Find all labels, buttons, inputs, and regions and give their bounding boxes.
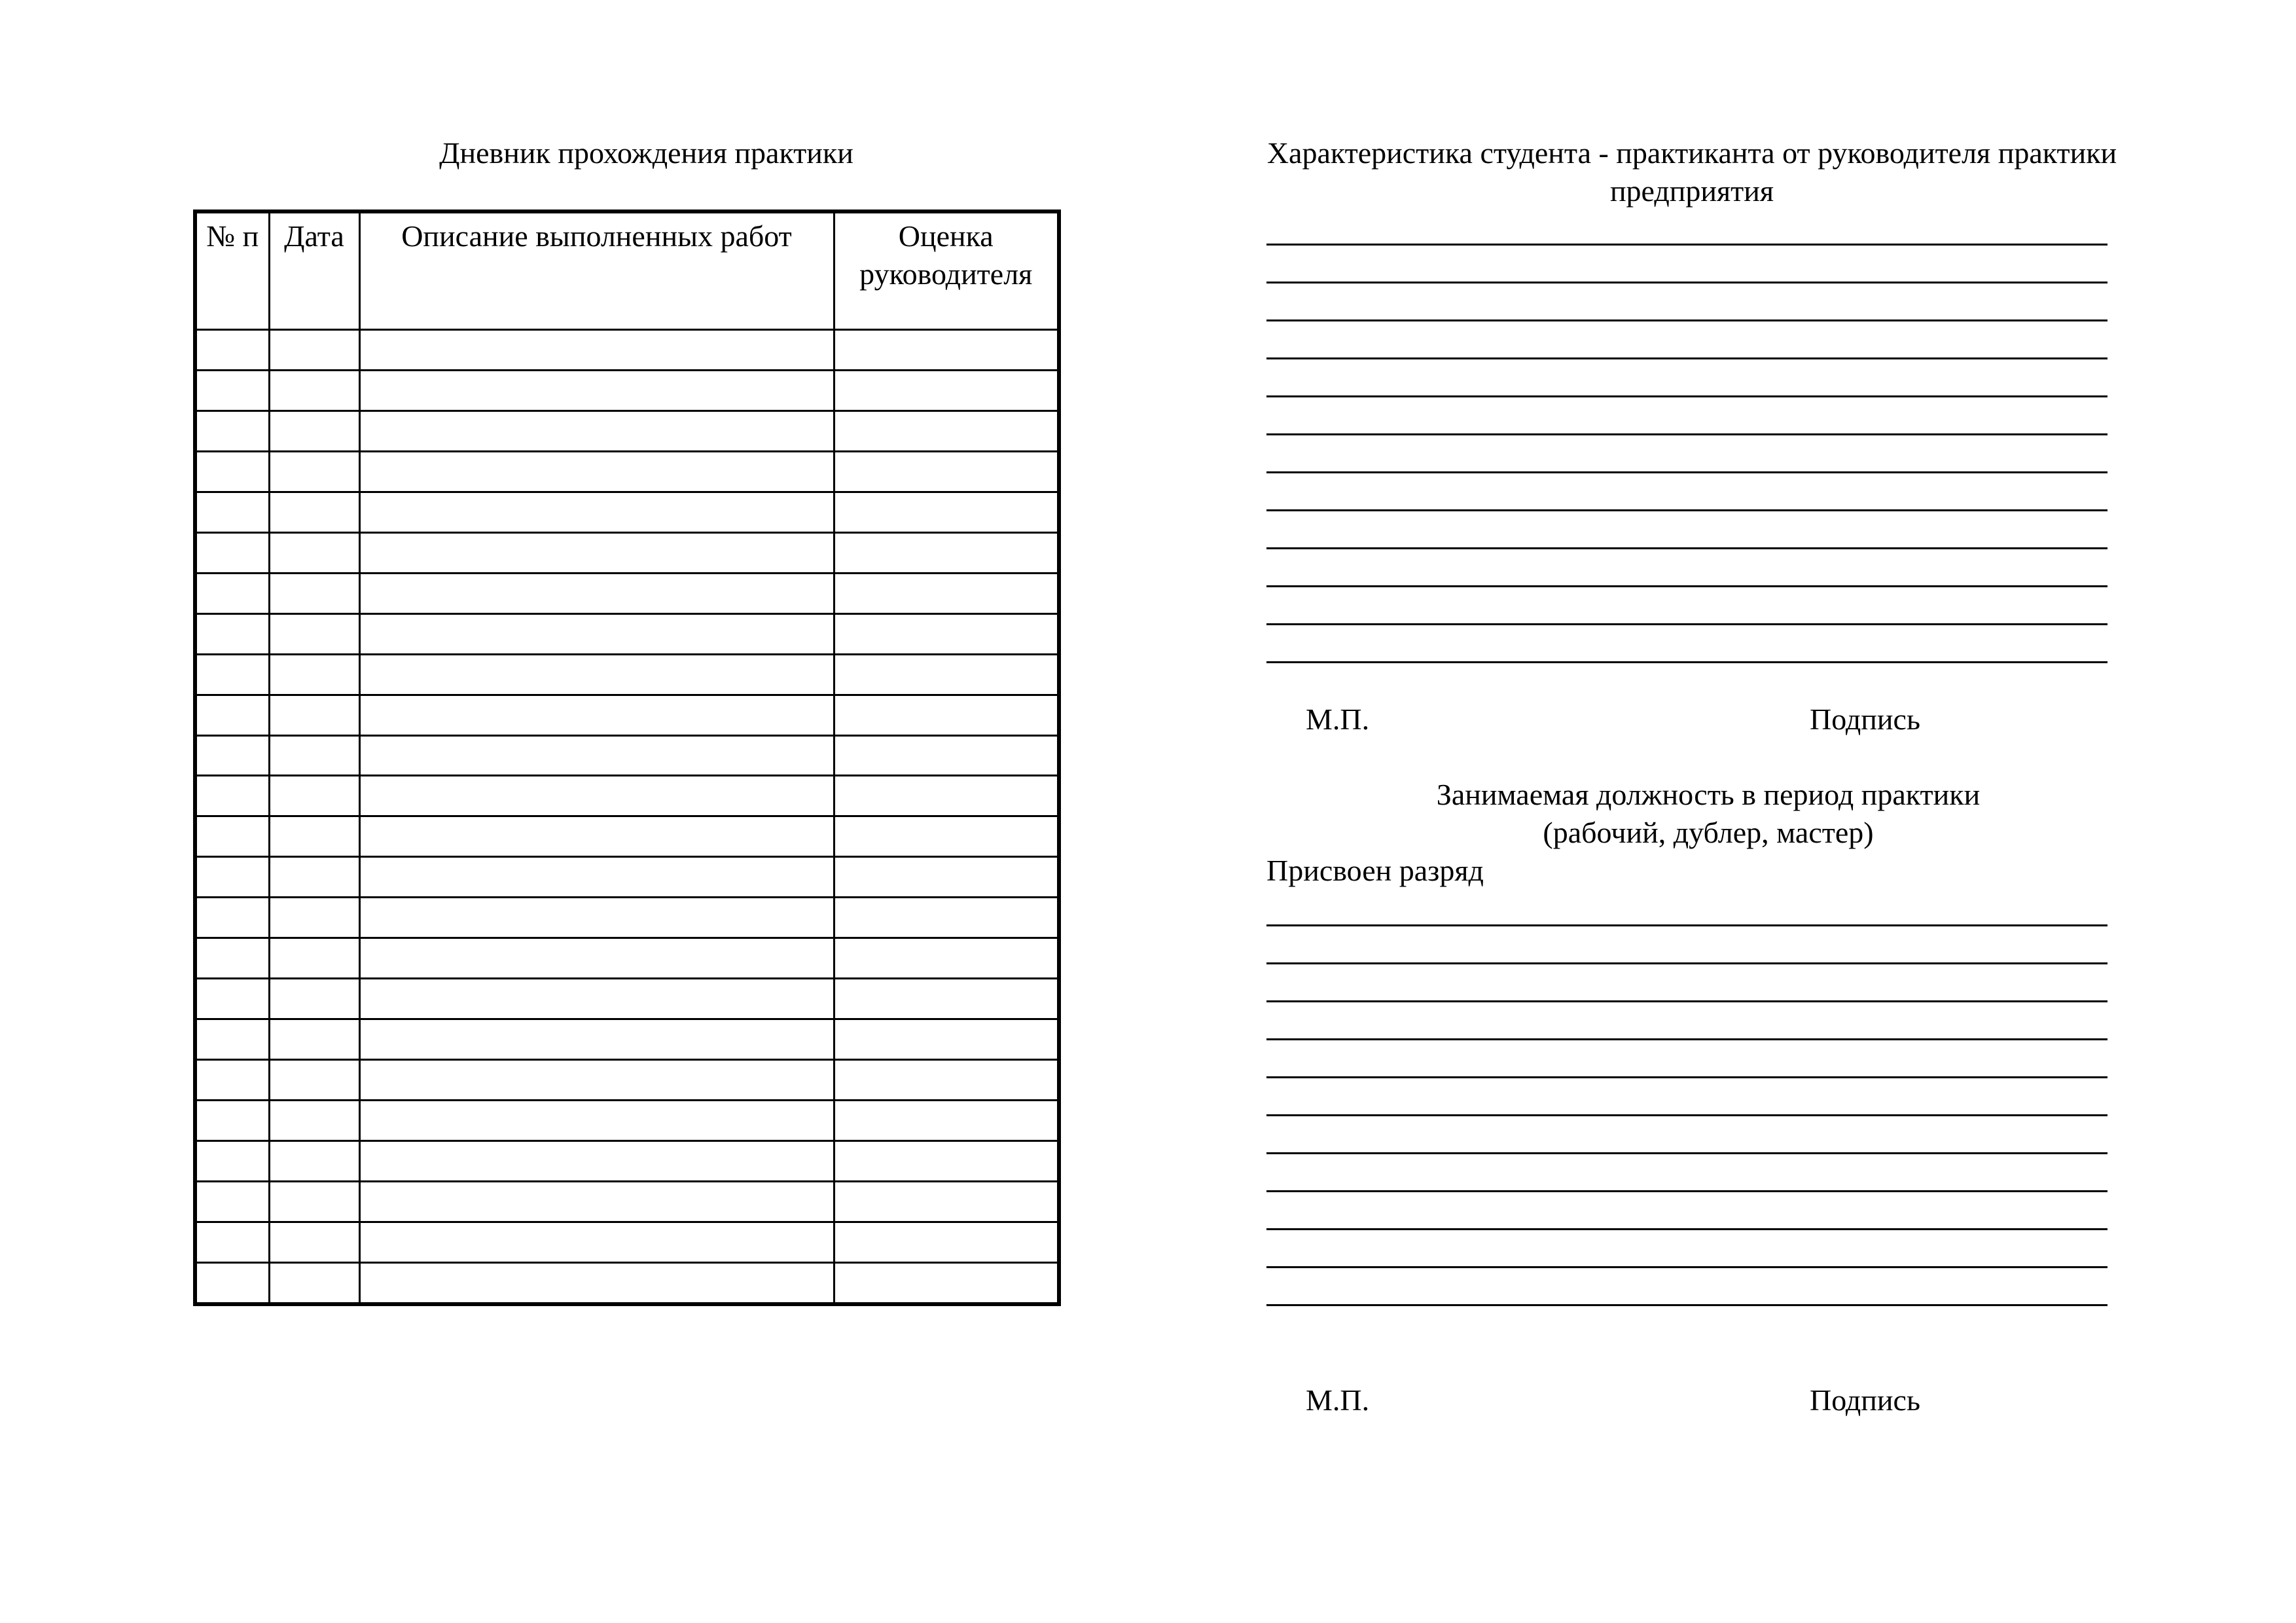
- cell-grade: [834, 1262, 1059, 1304]
- cell-number: [195, 979, 269, 1019]
- signature-label-1: Подпись: [1810, 702, 1920, 736]
- cell-description: [359, 410, 834, 451]
- stamp-label-1: М.П.: [1306, 702, 1370, 736]
- writing-line: [1266, 511, 2108, 549]
- cell-description: [359, 613, 834, 654]
- cell-number: [195, 735, 269, 776]
- cell-date: [269, 532, 359, 573]
- table-row: [195, 654, 1059, 695]
- cell-description: [359, 573, 834, 613]
- cell-date: [269, 1141, 359, 1182]
- cell-date: [269, 1060, 359, 1101]
- cell-number: [195, 695, 269, 735]
- cell-grade: [834, 1060, 1059, 1101]
- cell-description: [359, 1141, 834, 1182]
- cell-number: [195, 613, 269, 654]
- cell-date: [269, 573, 359, 613]
- cell-date: [269, 1101, 359, 1141]
- cell-grade: [834, 573, 1059, 613]
- cell-grade: [834, 410, 1059, 451]
- table-row: [195, 938, 1059, 979]
- cell-description: [359, 938, 834, 979]
- characteristic-title: Характеристика студента - практиканта от руководителя практики предприятия: [1266, 136, 2117, 208]
- diary-header-row: [195, 211, 1059, 330]
- table-row: [195, 410, 1059, 451]
- writing-line: [1266, 1078, 2108, 1116]
- cell-grade: [834, 857, 1059, 898]
- cell-grade: [834, 735, 1059, 776]
- writing-line: [1266, 1154, 2108, 1192]
- table-row: [195, 1019, 1059, 1060]
- cell-description: [359, 1101, 834, 1141]
- diary-table: [193, 210, 1061, 1306]
- cell-description: [359, 532, 834, 573]
- cell-grade: [834, 1222, 1059, 1262]
- table-row: [195, 451, 1059, 492]
- writing-line: [1266, 435, 2108, 473]
- cell-number: [195, 370, 269, 410]
- cell-date: [269, 938, 359, 979]
- diary-title: Дневник прохождения практики: [439, 136, 853, 170]
- cell-number: [195, 1141, 269, 1182]
- cell-date: [269, 1019, 359, 1060]
- writing-line: [1266, 587, 2108, 625]
- cell-grade: [834, 816, 1059, 857]
- table-row: [195, 1141, 1059, 1182]
- cell-date: [269, 410, 359, 451]
- writing-line: [1266, 964, 2108, 1002]
- position-heading: Занимаемая должность в период практики: [1436, 778, 1981, 811]
- table-row: [195, 1060, 1059, 1101]
- cell-description: [359, 857, 834, 898]
- cell-number: [195, 816, 269, 857]
- writing-line: [1266, 549, 2108, 587]
- cell-description: [359, 776, 834, 816]
- cell-grade: [834, 695, 1059, 735]
- cell-description: [359, 1182, 834, 1222]
- writing-line: [1266, 359, 2108, 397]
- characteristic-lines: [1266, 208, 2108, 663]
- cell-grade: [834, 1101, 1059, 1141]
- cell-description: [359, 330, 834, 371]
- signature-label-2: Подпись: [1810, 1383, 1920, 1417]
- col-description-header: Описание выполненных работ: [359, 211, 834, 330]
- table-row: [195, 816, 1059, 857]
- cell-description: [359, 1222, 834, 1262]
- cell-description: [359, 492, 834, 532]
- writing-line: [1266, 246, 2108, 283]
- cell-date: [269, 451, 359, 492]
- col-date-header: Дата: [269, 211, 359, 330]
- cell-date: [269, 492, 359, 532]
- cell-description: [359, 735, 834, 776]
- cell-number: [195, 410, 269, 451]
- table-row: [195, 1101, 1059, 1141]
- cell-date: [269, 370, 359, 410]
- cell-number: [195, 1060, 269, 1101]
- table-row: [195, 370, 1059, 410]
- writing-line: [1266, 397, 2108, 435]
- cell-date: [269, 857, 359, 898]
- cell-number: [195, 1019, 269, 1060]
- table-row: [195, 1182, 1059, 1222]
- diary-body: [195, 330, 1059, 1305]
- stamp-label-2: М.П.: [1306, 1383, 1370, 1417]
- cell-date: [269, 330, 359, 371]
- table-row: [195, 776, 1059, 816]
- rank-label: Присвоен разряд: [1266, 854, 1484, 887]
- table-row: [195, 695, 1059, 735]
- writing-line: [1266, 208, 2108, 246]
- cell-date: [269, 613, 359, 654]
- cell-number: [195, 654, 269, 695]
- cell-grade: [834, 979, 1059, 1019]
- cell-number: [195, 492, 269, 532]
- table-row: [195, 330, 1059, 371]
- writing-line: [1266, 283, 2108, 321]
- table-row: [195, 898, 1059, 938]
- position-hint: (рабочий, дублер, мастер): [1543, 816, 1874, 849]
- table-row: [195, 613, 1059, 654]
- cell-date: [269, 735, 359, 776]
- cell-number: [195, 1101, 269, 1141]
- col-number-header: № п: [195, 211, 269, 330]
- cell-description: [359, 1019, 834, 1060]
- cell-grade: [834, 1182, 1059, 1222]
- cell-date: [269, 776, 359, 816]
- writing-line: [1266, 1040, 2108, 1078]
- cell-description: [359, 695, 834, 735]
- table-row: [195, 857, 1059, 898]
- cell-date: [269, 654, 359, 695]
- cell-grade: [834, 938, 1059, 979]
- cell-number: [195, 857, 269, 898]
- table-row: [195, 735, 1059, 776]
- cell-date: [269, 1182, 359, 1222]
- writing-line: [1266, 473, 2108, 511]
- writing-line: [1266, 1116, 2108, 1154]
- cell-number: [195, 532, 269, 573]
- cell-number: [195, 330, 269, 371]
- cell-grade: [834, 532, 1059, 573]
- cell-grade: [834, 492, 1059, 532]
- table-row: [195, 492, 1059, 532]
- cell-description: [359, 654, 834, 695]
- cell-number: [195, 1262, 269, 1304]
- cell-number: [195, 938, 269, 979]
- cell-date: [269, 816, 359, 857]
- cell-number: [195, 776, 269, 816]
- cell-grade: [834, 613, 1059, 654]
- position-lines: [1266, 888, 2108, 1306]
- cell-description: [359, 816, 834, 857]
- cell-date: [269, 979, 359, 1019]
- writing-line: [1266, 1230, 2108, 1268]
- writing-line: [1266, 926, 2108, 964]
- writing-line: [1266, 888, 2108, 926]
- cell-grade: [834, 370, 1059, 410]
- table-row: [195, 532, 1059, 573]
- cell-grade: [834, 776, 1059, 816]
- writing-line: [1266, 321, 2108, 359]
- cell-description: [359, 1262, 834, 1304]
- cell-description: [359, 898, 834, 938]
- writing-line: [1266, 625, 2108, 663]
- cell-date: [269, 1222, 359, 1262]
- cell-number: [195, 898, 269, 938]
- table-row: [195, 1262, 1059, 1304]
- table-row: [195, 1222, 1059, 1262]
- cell-number: [195, 451, 269, 492]
- cell-grade: [834, 1141, 1059, 1182]
- table-row: [195, 979, 1059, 1019]
- cell-date: [269, 898, 359, 938]
- cell-grade: [834, 1019, 1059, 1060]
- cell-number: [195, 1182, 269, 1222]
- cell-description: [359, 1060, 834, 1101]
- writing-line: [1266, 1002, 2108, 1040]
- cell-grade: [834, 898, 1059, 938]
- cell-grade: [834, 451, 1059, 492]
- col-grade-header: Оценка руководителя: [834, 211, 1059, 330]
- cell-date: [269, 695, 359, 735]
- cell-description: [359, 370, 834, 410]
- cell-number: [195, 573, 269, 613]
- cell-description: [359, 451, 834, 492]
- cell-number: [195, 1222, 269, 1262]
- cell-grade: [834, 654, 1059, 695]
- table-row: [195, 573, 1059, 613]
- cell-date: [269, 1262, 359, 1304]
- writing-line: [1266, 1268, 2108, 1306]
- writing-line: [1266, 1192, 2108, 1230]
- cell-grade: [834, 330, 1059, 371]
- cell-description: [359, 979, 834, 1019]
